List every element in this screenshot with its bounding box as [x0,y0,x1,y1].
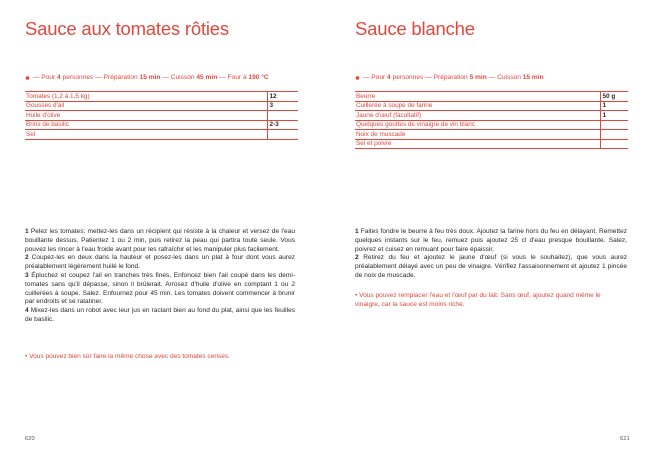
table-row [355,139,628,149]
ingredient-qty: 12 [267,92,298,102]
table-row [25,92,298,102]
step-text: Mixez-les dans un robot avec leur jus en raclant bien au fond du plat, ainsi que les feuilles de basilic. [25,307,295,323]
ingredient-name: Gousses d'ail [25,101,267,111]
page-number: 620 [25,436,35,442]
recipe-tip: • Vous pouvez bien sûr faire la même chose avec des tomates cerises. [25,353,230,360]
table-row [25,120,298,130]
table-row [25,130,298,140]
ingredient-name: Noix de muscade [355,130,600,140]
ingredient-name: Jaune d'œuf (facultatif) [355,111,600,121]
step [25,254,295,272]
ingredient-name: Cuillerée à soupe de farine [355,101,600,111]
table-row [355,92,628,102]
method-text [25,228,295,325]
step-number: 3 [25,271,29,279]
ingredient-qty [267,111,298,121]
right-page [325,0,650,461]
ingredient-name: Quelques gouttes de vinaigre de vin blanc [355,120,600,130]
step-number: 1 [25,228,29,235]
meta-prep: 5 min [469,74,487,81]
meta-oven-label: — Four à [219,74,247,81]
ingredient-qty: 2-3 [267,120,298,130]
recipe-title: Sauce aux tomates rôties [25,18,229,39]
step-number: 1 [355,228,359,235]
ingredient-qty [600,139,628,149]
ingredient-name: Brins de basilic [25,120,267,130]
meta-servings-unit: personnes [62,74,94,81]
table-row [355,101,628,111]
meta-prefix: — Pour [362,74,386,81]
meta-cook: 15 min [522,74,544,81]
page-number: 621 [620,436,630,442]
ingredient-name: Huile d'olive [25,111,267,121]
step-text: Pelez les tomates: mettez-les dans un récipient qui résiste à la chaleur et versez de l'eau bouillante dessus. Patientez 1 ou 2 min, puis retirez la peau qui partira toute seule. Vous pouvez les rincer à l'eau froide avant pour les rafraîchir et les manipuler plus facilement. [25,228,295,253]
meta-prep: 15 min [139,74,161,81]
ingredients-table [355,91,628,149]
recipe-meta [355,74,544,81]
meta-servings: 4 [57,74,61,81]
table-row [355,120,628,130]
ingredient-qty [600,120,628,130]
step-text: Épluchez et coupez l'ail en tranches très fines. Enfoncez bien l'ail coupé dans les demi-tomates sans qu'il dépasse, sinon il brûlerait. Arrosez d'huile d'olive en comptant 1 ou 2 cuillerées à soupe. Salez. Enfournez pour 45 min. Les tomates doivent commencer à brunir par endroits et se ratatiner. [25,271,295,306]
meta-servings-unit: personnes [392,74,424,81]
ingredient-name: Sel [25,130,267,140]
step [355,228,627,254]
ingredient-qty: 1 [600,101,628,111]
table-row [25,111,298,121]
method-text [355,228,627,281]
step [355,254,627,280]
meta-prep-label: — Préparation [425,74,468,81]
meta-prefix: — Pour [32,74,56,81]
recipe-title: Sauce blanche [355,18,475,39]
step [25,307,295,325]
meta-oven: 190 °C [248,74,269,81]
recipe-meta [25,74,269,81]
step-text: Retirez du feu et ajoutez le jaune d'œuf (si vous le souhaitez), que vous aurez préalablement délayé avec un peu de vinaigre. Vérifiez l'assaisonnement et ajoutez 1 pincée de noix de muscade. [355,254,627,279]
tomato-icon [25,75,30,80]
step-text: Coupez-les en deux dans la hauteur et posez-les dans un plat à four dont vous aurez préalablement légèrement huilé le fond. [25,254,295,271]
ingredient-qty: 50 g [600,92,628,102]
ingredient-qty [600,130,628,140]
step-number: 2 [355,254,359,262]
ingredient-qty: 1 [600,111,628,121]
step-number: 4 [25,307,29,315]
meta-cook-label: — Cuisson [162,74,195,81]
step-number: 2 [25,254,29,262]
meta-cook: 45 min [196,74,218,81]
ingredient-qty [267,130,298,140]
meta-servings: 4 [387,74,391,81]
meta-prep-label: — Préparation [95,74,138,81]
meta-cook-label: — Cuisson [488,74,521,81]
table-row [355,111,628,121]
ingredients-table [25,91,298,140]
tomato-icon [355,75,360,80]
step [25,228,295,254]
ingredient-qty: 3 [267,101,298,111]
table-row [25,101,298,111]
step-text: Faites fondre le beurre à feu très doux. Ajoutez la farine hors du feu en délayant. Remettez quelques instants sur le feu, remuez puis ajoutez 25 cl d'eau presque bouillante. Salez, poivrez et cuisez en remuant pour faire épaissir. [355,228,628,253]
table-row [355,130,628,140]
ingredient-name: Tomates (1,2 à 1,5 kg) [25,92,267,102]
ingredient-name: Beurre [355,92,600,102]
ingredient-name: Sel et poivre [355,139,600,149]
step [25,272,295,307]
recipe-tip: • Vous pouvez remplacer l'eau et l'œuf par du lait. Sans œuf, ajoutez quand même le vinaigre, car la sauce est moins riche. [355,292,601,308]
